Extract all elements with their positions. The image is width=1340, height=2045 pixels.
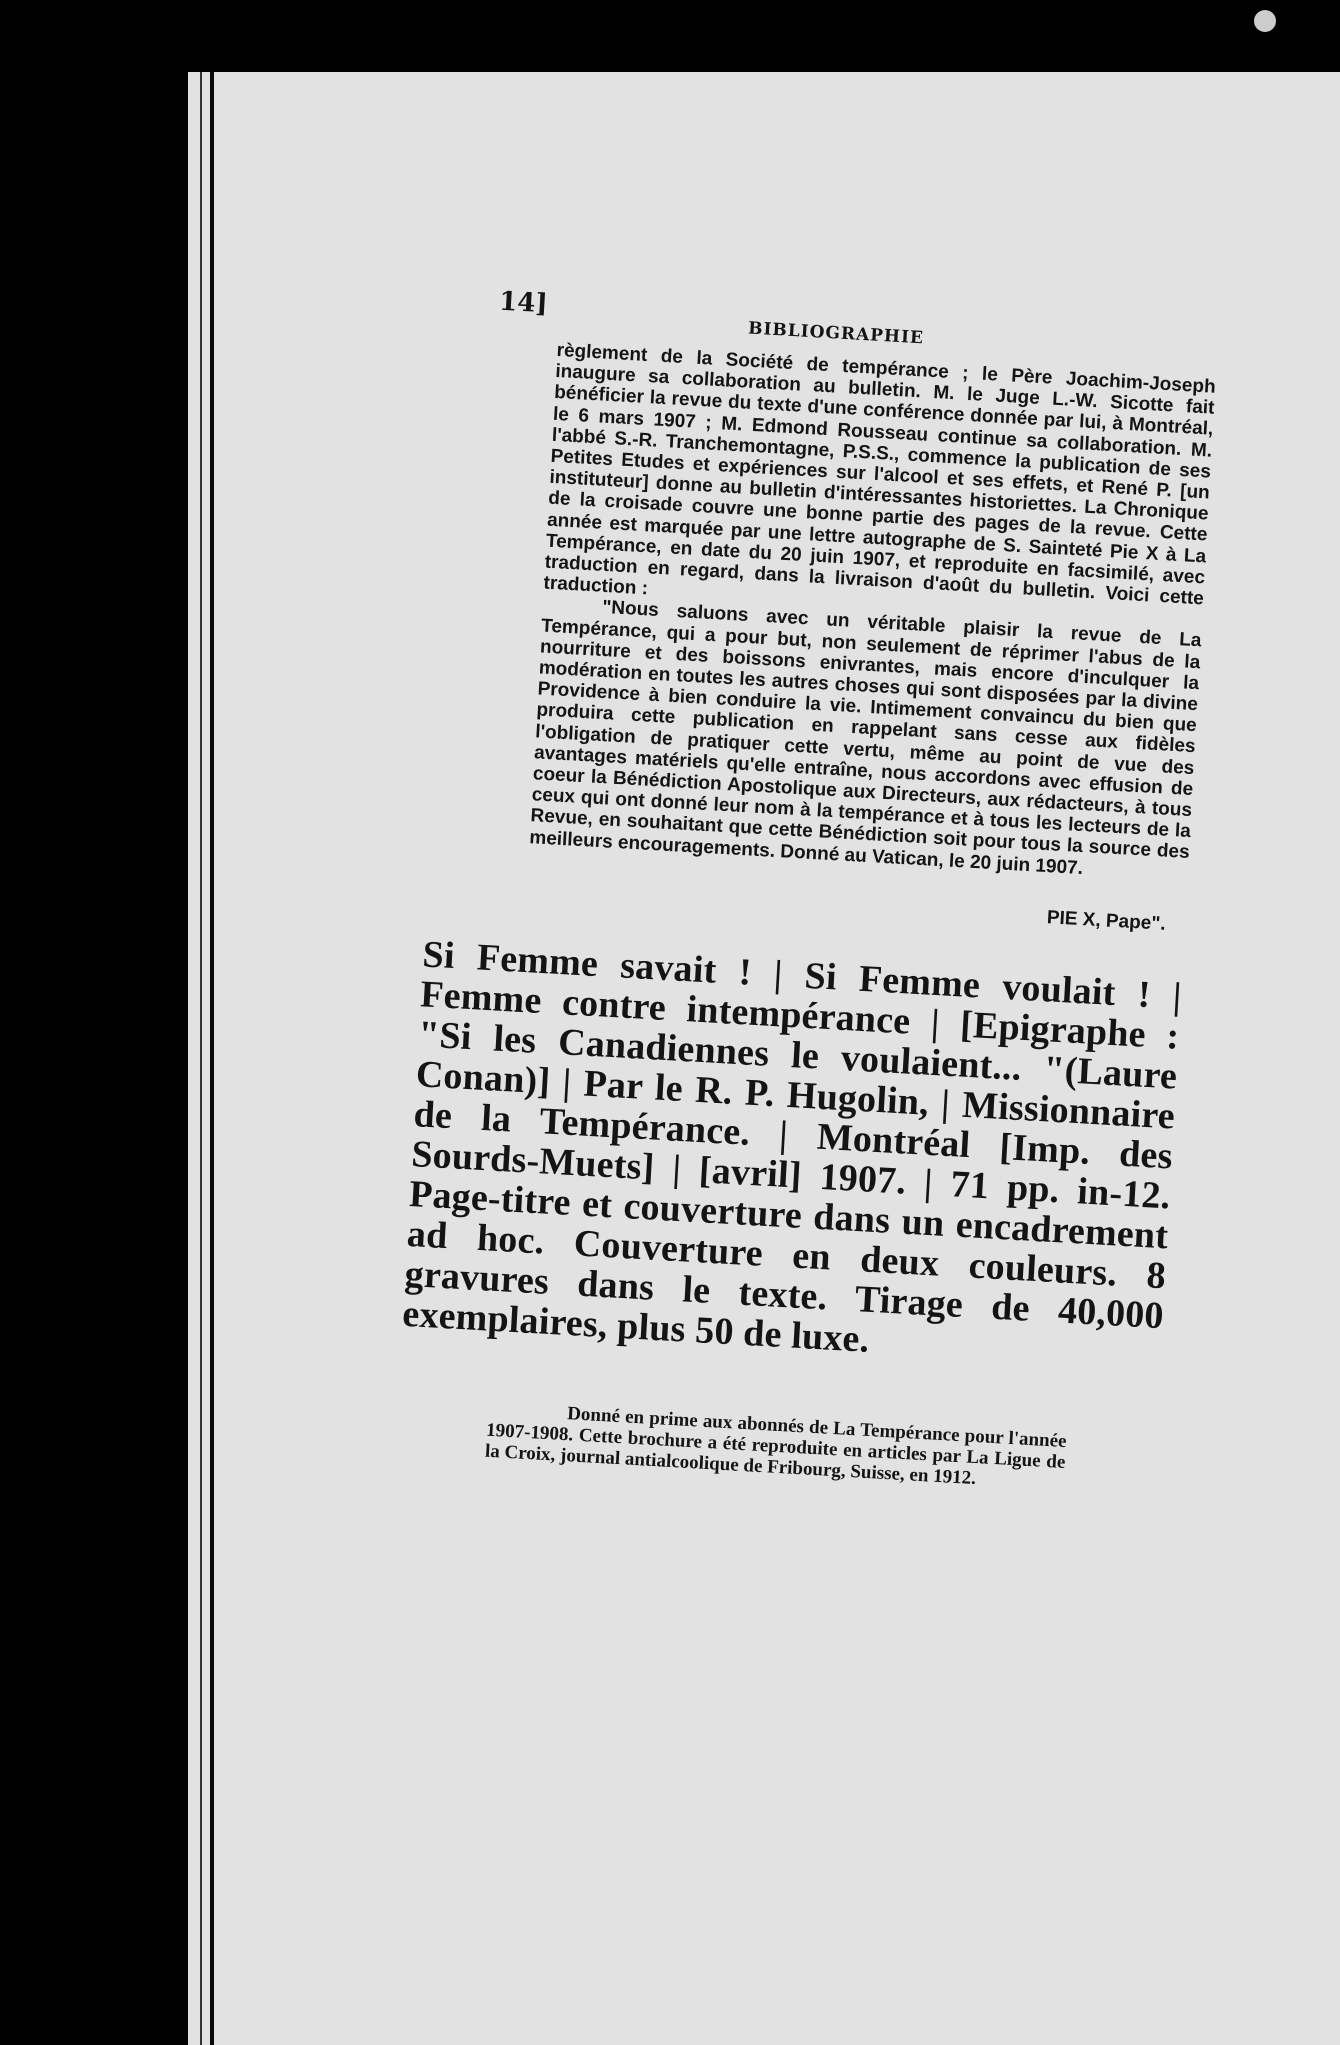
page-edge-shadow (200, 72, 202, 2045)
scan-speck (1254, 10, 1276, 32)
running-head: BIBLIOGRAPHIE (747, 318, 925, 349)
body-paragraph: règlement de la Société de tempérance ; le Père Joachim-Joseph inaugure sa collaboration au bulletin. M. le Juge L.-W. Sicotte fait bénéficier la revue du texte d'une conférence donnée par lui, à Montréal, le 6 mars 1907 ; M. Edmond Rousseau continue sa collaboration. M. l'abbé S.-R. Tranchemontagne, P.S.S., commence la publication de ses Petites Etudes et expériences sur l'alcool et ses effets, et René P. [un instituteur] donne au bulletin d'intéressantes historiettes. La Chronique de la croisade couvre une bonne partie des pages de la revue. Cette année est marquée par une lettre autographe de S. Sainteté Pie X à La Tempérance, en date du 20 juin 1907, et reproduite en facsimilé, avec traduction en regard, dans la livraison d'août du bulletin. Voici cette traduction : (543, 339, 1217, 610)
page-number: 14] (498, 286, 549, 320)
bibliographic-note: Donné en prime aux abonnés de La Tempérance pour l'année 1907-1908. Cette brochure a été reproduite en articles par La Ligue de la Croix, journal antialcoolique de Fribourg, Suisse, en 1912. (484, 1403, 1068, 1489)
page-content (401, 286, 1218, 1499)
papal-letter-quote: "Nous saluons avec un véritable plaisir la revue de La Tempérance, qui a pour but, non seulement de réprimer l'abus de la nourriture et des boissons enivrantes, mais encore d'inculquer la modération en toutes les autres choses qui sont disposées par la divine Providence à bien conduire la vie. Intimement convaincu du bien que produira cette publication en rappelant sans cesse aux fidèles l'obligation de pratiquer cette vertu, même au point de vue des avantages matériels qu'elle entraîne, nous accordons avec effusion de coeur la Bénédiction Apostolique aux Directeurs, aux rédacteurs, à tous ceux qui ont donné leur nom à la tempérance et à tous les lecteurs de la Revue, en souhaitant que cette Bénédiction soit pour tous la source des meilleurs encouragements. Donné au Vatican, le 20 juin 1907. (528, 597, 1202, 879)
signature: PIE X, Pape". (1046, 907, 1167, 935)
bibliographic-title-entry: Si Femme savait ! | Si Femme voulait ! | Femme contre intempérance | [Epigraphe : "Si les Canadiennes le voulaient... "(Laure Conan)] | Par le R. P. Hugolin, | Missionnaire de la Tempérance. | Montréal [Imp. des Sourds-Muets] | [avril] 1907. | 71 pp. in-12. Page-titre et couverture dans un encadrement ad hoc. Couverture en deux couleurs. 8 gravures dans le texte. Tirage de 40,000 exemplaires, plus 50 de luxe. (401, 933, 1183, 1361)
page-spine-line (210, 72, 214, 2045)
